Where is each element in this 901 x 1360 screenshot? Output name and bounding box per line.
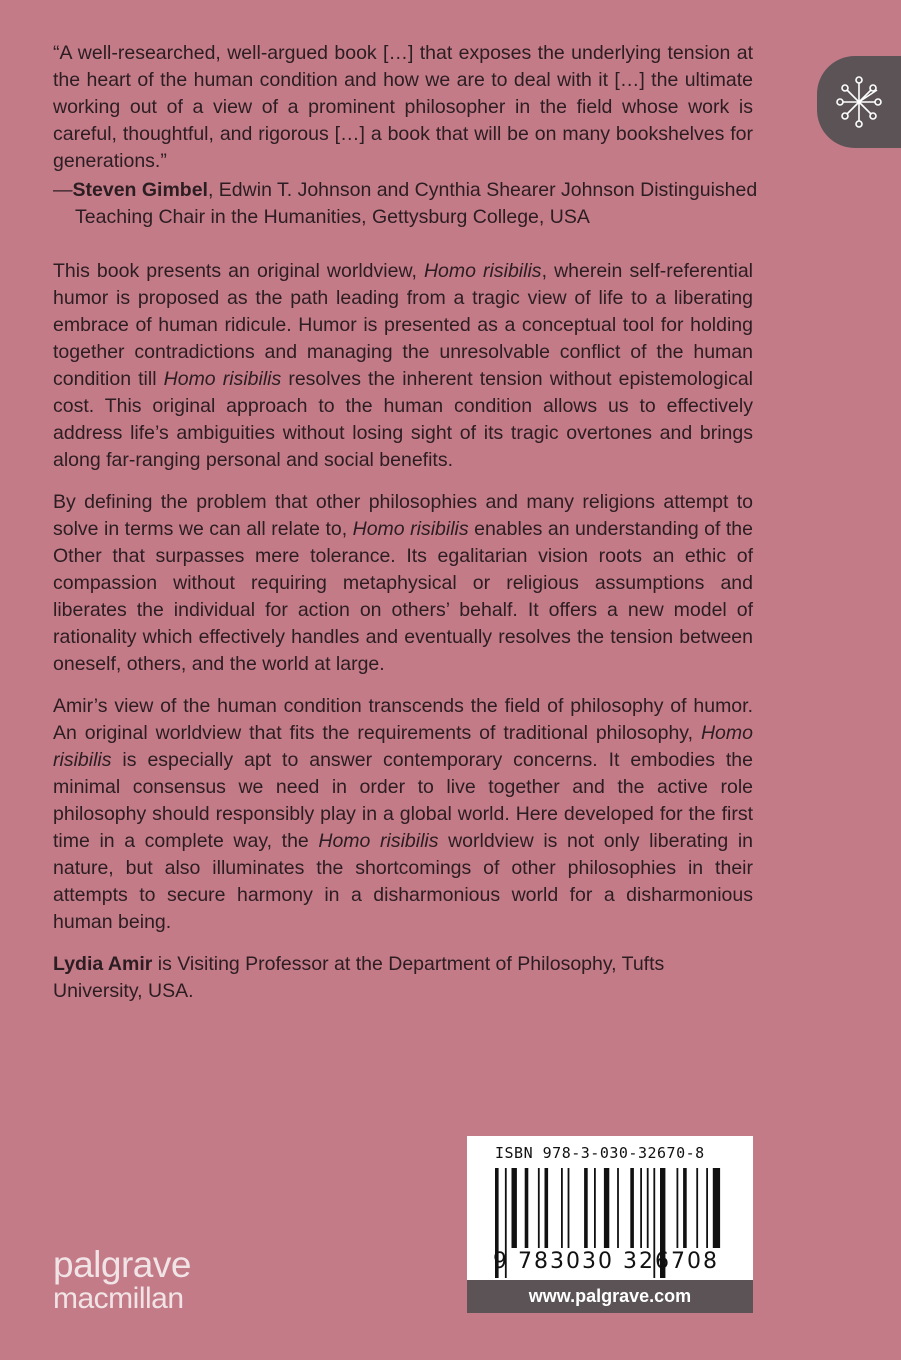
p2-text-a: By defining the problem that other philosophies and many religions attempt to solve in terms we can all relate to, <box>53 491 753 540</box>
description <box>53 258 753 1020</box>
author-name: Lydia Amir <box>53 953 153 975</box>
barcode-bar <box>647 1168 649 1248</box>
barcode-bar <box>677 1168 679 1248</box>
barcode-digits: 9 783030 326708 <box>493 1249 719 1274</box>
barcode-bar <box>538 1168 540 1248</box>
endorsement-quote <box>53 40 753 175</box>
p3-text-c: is especially apt to answer contemporary concerns. It embodies the minimal consensus we need in order to live together and the active role philosophy should responsibly play in a global world. Here developed for the first time in a complete way, the <box>53 749 753 852</box>
p3-italic-b: Homo risibilis <box>53 722 753 771</box>
barcode-bar <box>525 1168 529 1248</box>
quote-dash: — <box>53 179 73 201</box>
p1-text-e: resolves the inherent tension without epistemological cost. This original approach to the human condition allows us to effectively address life’s ambiguities without losing sight of its tragic overtones and brings along far-ranging personal and social benefits. <box>53 368 754 471</box>
p2-text-c: enables an understanding of the Other that surpasses mere tolerance. Its egalitarian vision roots an ethic of compassion without requiring metaphysical or religious assumptions and liberates the individual for action on others’ behalf. It offers a new model of rationality which effectively handles and eventually resolves the tension between oneself, others, and the world at large. <box>53 518 753 675</box>
publisher-logo <box>53 1246 191 1314</box>
p1-italic-d: Homo risibilis <box>163 368 282 390</box>
barcode-bar <box>594 1168 596 1248</box>
quote-attribution <box>53 177 795 231</box>
barcode-bar <box>630 1168 634 1248</box>
palgrave-logo-badge <box>817 56 901 148</box>
description-paragraph-2 <box>53 489 753 678</box>
quote-text: “A well-researched, well-argued book […] that exposes the underlying tension at the heart of the human condition and how we are to deal with it […] the ultimate working out of a view of a prominent philosopher in the field whose work is careful, thoughtful, and rigorous […] a book that will be on many bookshelves for generations.” <box>53 42 753 172</box>
barcode-bar <box>706 1168 708 1248</box>
barcode-bar <box>545 1168 549 1248</box>
isbn-label: ISBN 978-3-030-32670-8 <box>495 1144 705 1162</box>
publisher-logo-line1: palgrave <box>53 1244 191 1285</box>
barcode-bar <box>568 1168 570 1248</box>
palgrave-network-icon <box>831 74 887 130</box>
p3-text-e: worldview is not only liberating in nature, but also illuminates the shortcomings of other philosophies in their attempts to secure harmony in a disharmonious world for a disharmonious human being. <box>53 830 754 933</box>
barcode-bar <box>617 1168 619 1248</box>
quote-author: Steven Gimbel <box>72 179 208 201</box>
author-bio <box>53 951 753 1005</box>
p3-italic-d: Homo risibilis <box>318 830 439 852</box>
publisher-logo-line2: macmillan <box>53 1282 184 1315</box>
barcode-bar <box>640 1168 642 1248</box>
barcode-bar <box>713 1168 720 1248</box>
p1-text-a: This book presents an original worldview, <box>53 260 424 282</box>
p1-text-c: , wherein self-referential humor is proposed as the path leading from a tragic view of life to a liberating embrace of human ridicule. Humor is presented as a conceptual tool for holding together contradictions and managing the unresolvable conflict of the human condition till <box>53 260 753 390</box>
author-bio-text: is Visiting Professor at the Department of Philosophy, Tufts University, USA. <box>53 953 665 1002</box>
quote-affiliation: , Edwin T. Johnson and Cynthia Shearer Johnson Distinguished Teaching Chair in the Humanities, Gettysburg College, USA <box>75 179 758 228</box>
p3-text-a: Amir’s view of the human condition transcends the field of philosophy of humor. An original worldview that fits the requirements of traditional philosophy, <box>53 695 753 744</box>
description-paragraph-1 <box>53 258 753 474</box>
p2-italic-b: Homo risibilis <box>352 518 469 540</box>
description-paragraph-3 <box>53 693 753 936</box>
p1-italic-b: Homo risibilis <box>423 260 542 282</box>
publisher-url: www.palgrave.com <box>467 1280 753 1313</box>
barcode-bar <box>512 1168 517 1248</box>
barcode-bar <box>696 1168 698 1248</box>
barcode-bar <box>604 1168 609 1248</box>
barcode-bar <box>584 1168 588 1248</box>
barcode-bar <box>561 1168 563 1248</box>
barcode-panel <box>467 1136 753 1280</box>
barcode-bar <box>683 1168 687 1248</box>
